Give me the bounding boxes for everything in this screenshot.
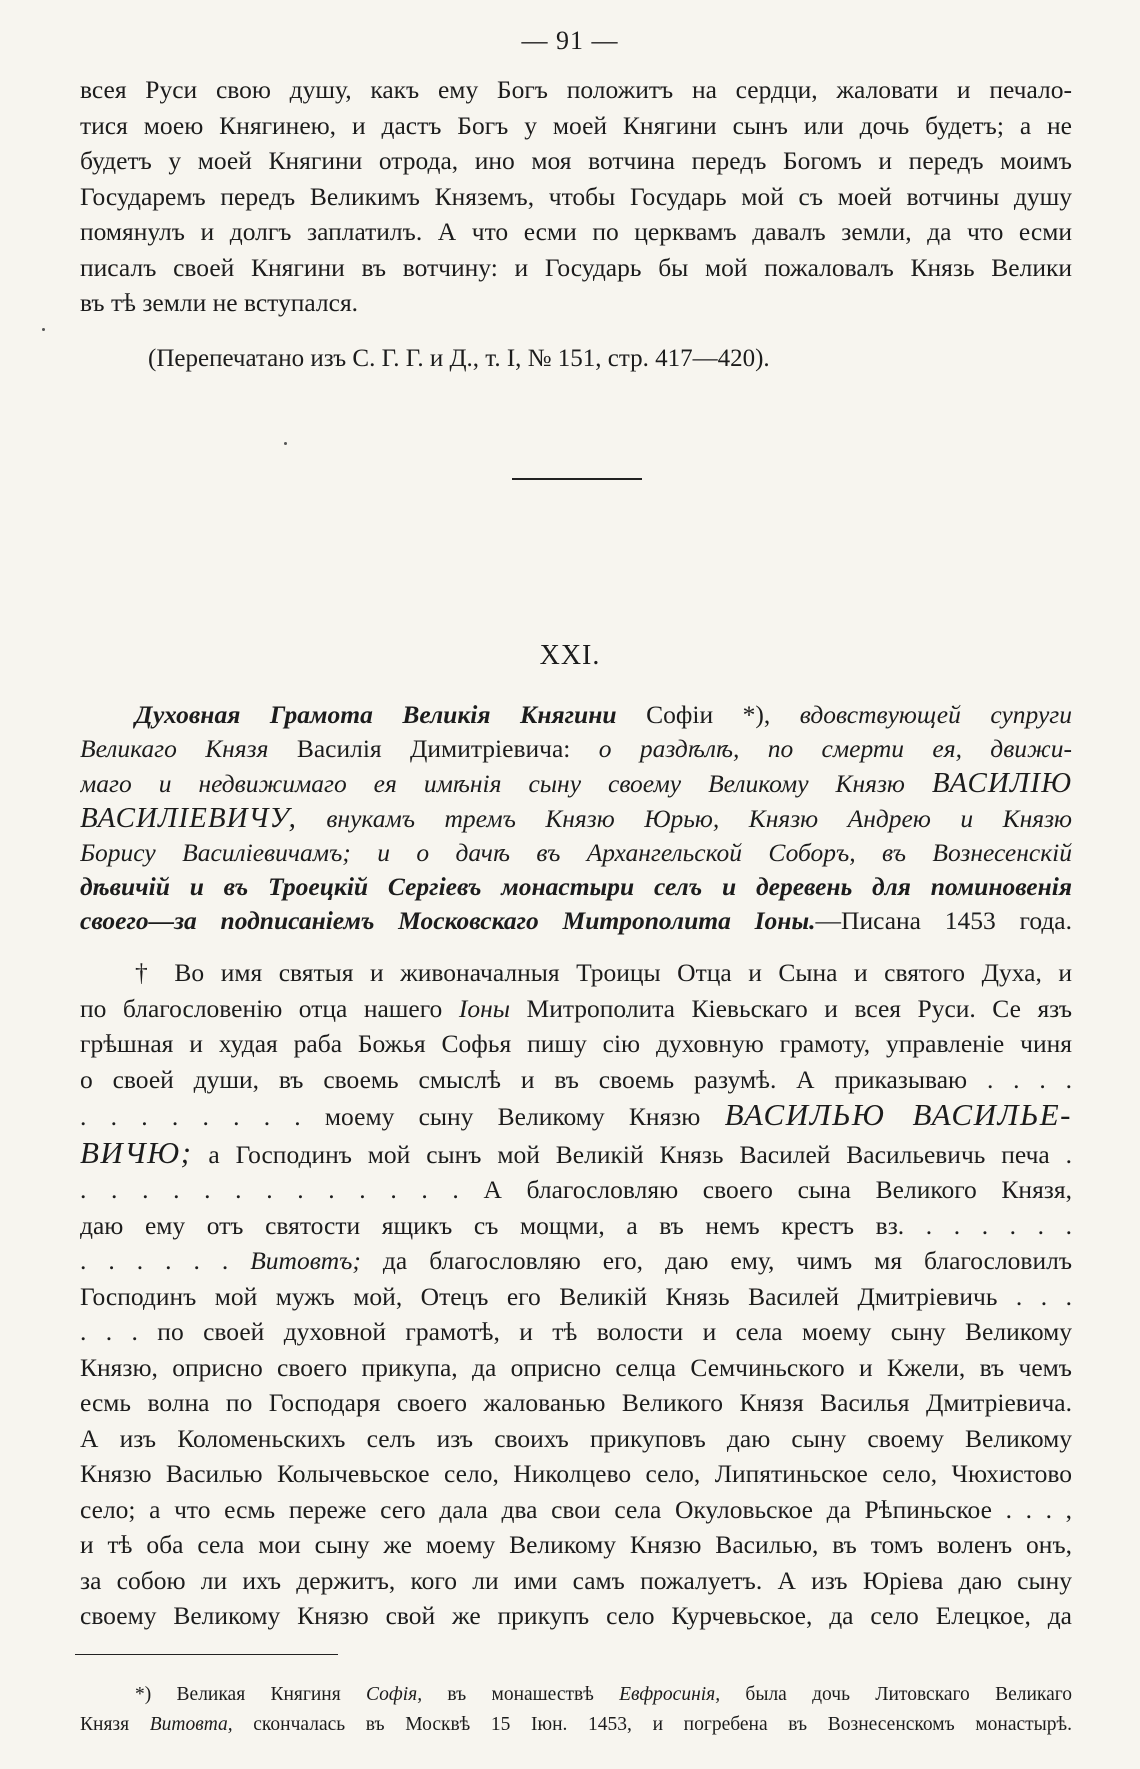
title-line: своего—за подписаніемъ Московскаго Митрополита Іоны.—Писана 1453 года.: [80, 906, 1072, 935]
text-line: за собою ли ихъ держитъ, кого ли ими самъ пожалуетъ. А изъ Юріева даю сыну: [80, 1565, 1072, 1595]
section-divider: [512, 478, 642, 480]
text-line: въ тѣ земли не вступался.: [80, 288, 359, 317]
footnote-line: *) Великая Княгиня Софія, въ монашествѣ Евфросинія, была дочь Литовскаго Великаго: [135, 1684, 1072, 1705]
text-line: по благословенію отца нашего Іоны Митрополита Кіевьскаго и всея Руси. Се язъ: [80, 993, 1072, 1023]
text-line: ВИЧЮ; а Господинъ мой сынъ мой Великій Князь Василей Васильевичь печа .: [80, 1134, 1072, 1170]
document-title: [80, 698, 1072, 938]
text-line: будетъ у моей Княгини отрода, ино моя вотчина передъ Богомъ и передъ моимъ: [80, 146, 1072, 175]
title-line: Борису Василіевичамъ; и о дачѣ въ Архангельской Соборъ, въ Вознесенскій: [80, 838, 1072, 867]
title-line: ВАСИЛІЕВИЧУ, внукамъ тремъ Князю Юрью, Князю Андрею и Князю: [80, 802, 1072, 834]
title-line: маго и недвижимаго ея имѣнія сыну своему Великому Князю ВАСИЛІЮ: [80, 767, 1072, 799]
reprint-note: (Перепечатано изъ С. Г. Г. и Д., т. I, № 151, стр. 417—420).: [148, 345, 770, 372]
footnote-rule: [75, 1654, 338, 1655]
text-line: писалъ своей Княгини въ вотчину: и Государь бы мой пожаловалъ Князь Велики: [80, 252, 1072, 282]
text-line: . . . . . . Витовтъ; да благословляю его, даю ему, чимъ мя благословилъ: [80, 1246, 1072, 1275]
text-line: грѣшная и худая раба Божья Софья пишу сію духовную грамоту, управленіе чиня: [80, 1029, 1072, 1058]
text-line: своему Великому Князю свой же прикупъ село Курчевьское, да село Елецкое, да: [80, 1601, 1072, 1630]
text-line: помянулъ и долгъ заплатилъ. А что есми по церквамъ давалъ земли, да что есми: [80, 217, 1072, 246]
print-speck: [42, 328, 45, 331]
text-line: тися моею Княгинею, и дастъ Богъ у моей Княгини сынъ или дочь будетъ; а не: [80, 110, 1072, 140]
text-line: А изъ Коломеньскихъ селъ изъ своихъ прикуповъ даю сыну своему Великому: [80, 1423, 1072, 1453]
text-line: . . . . . . . . моему сыну Великому Князю ВАСИЛЬЮ ВАСИЛЬЕ-: [80, 1097, 1072, 1132]
top-paragraph: [80, 72, 1072, 321]
text-line: и тѣ оба села мои сыну же моему Великому Князю Василью, въ томъ воленъ онъ,: [80, 1530, 1072, 1559]
chapter-number: XXI.: [539, 640, 601, 671]
text-line: даю ему отъ святости ящикъ съ мощми, а въ немъ крестъ вз. . . . . . .: [80, 1210, 1072, 1240]
text-line: Господинъ мой мужъ мой, Отецъ его Великій Князь Василей Дмитріевичь . . .: [80, 1281, 1072, 1311]
text-line: о своей души, въ своемь смыслѣ и въ своемь разумѣ. А приказываю . . . .: [80, 1064, 1072, 1094]
title-line: Великаго Князя Василія Димитріевича: о раздѣлѣ, по смерти ея, движи-: [80, 734, 1072, 763]
title-line: Духовная Грамота Великія Княгини Софіи *), вдовствующей супруги: [135, 700, 1072, 729]
text-line: Государемъ передъ Великимъ Княземъ, чтобы Государь мой съ моей вотчины душу: [80, 181, 1072, 211]
text-line: Князю Василью Колычевьское село, Николцево село, Липятиньское село, Чюхистово: [80, 1459, 1072, 1488]
footnote-line: Князя Витовта, скончалась въ Москвѣ 15 Іюн. 1453, и погребена въ Вознесенскомъ монастырѣ.: [80, 1714, 1072, 1735]
text-line: село; а что есмь переже сего дала два свои села Окуловьское да Рѣпиньское . . . ,: [80, 1494, 1072, 1524]
page-number: — 91 —: [521, 26, 619, 55]
title-line: дѣвичій и въ Троецкій Сергіевъ монастыри селъ и деревень для поминовенія: [80, 872, 1072, 901]
charter-text: [80, 955, 1072, 1634]
text-line: есмь волна по Господаря своего жалованью Великого Князя Василья Дмитріевича.: [80, 1388, 1072, 1417]
text-line: . . . по своей духовной грамотѣ, и тѣ волости и села моему сыну Великому: [80, 1317, 1072, 1346]
text-line: . . . . . . . . . . . . . А благословляю своего сына Великого Князя,: [80, 1175, 1072, 1204]
footnote: [80, 1680, 1072, 1740]
text-line: всея Руси свою душу, какъ ему Богъ положитъ на сердци, жаловати и печало-: [80, 75, 1072, 104]
text-line: Князю, оприсно своего прикупа, да оприсно селца Семчиньского и Кжели, въ чемъ: [80, 1352, 1072, 1382]
text-line: † Во имя святыя и живоначалныя Троицы Отца и Сына и святого Духа, и: [135, 958, 1072, 987]
print-speck: [284, 442, 287, 445]
